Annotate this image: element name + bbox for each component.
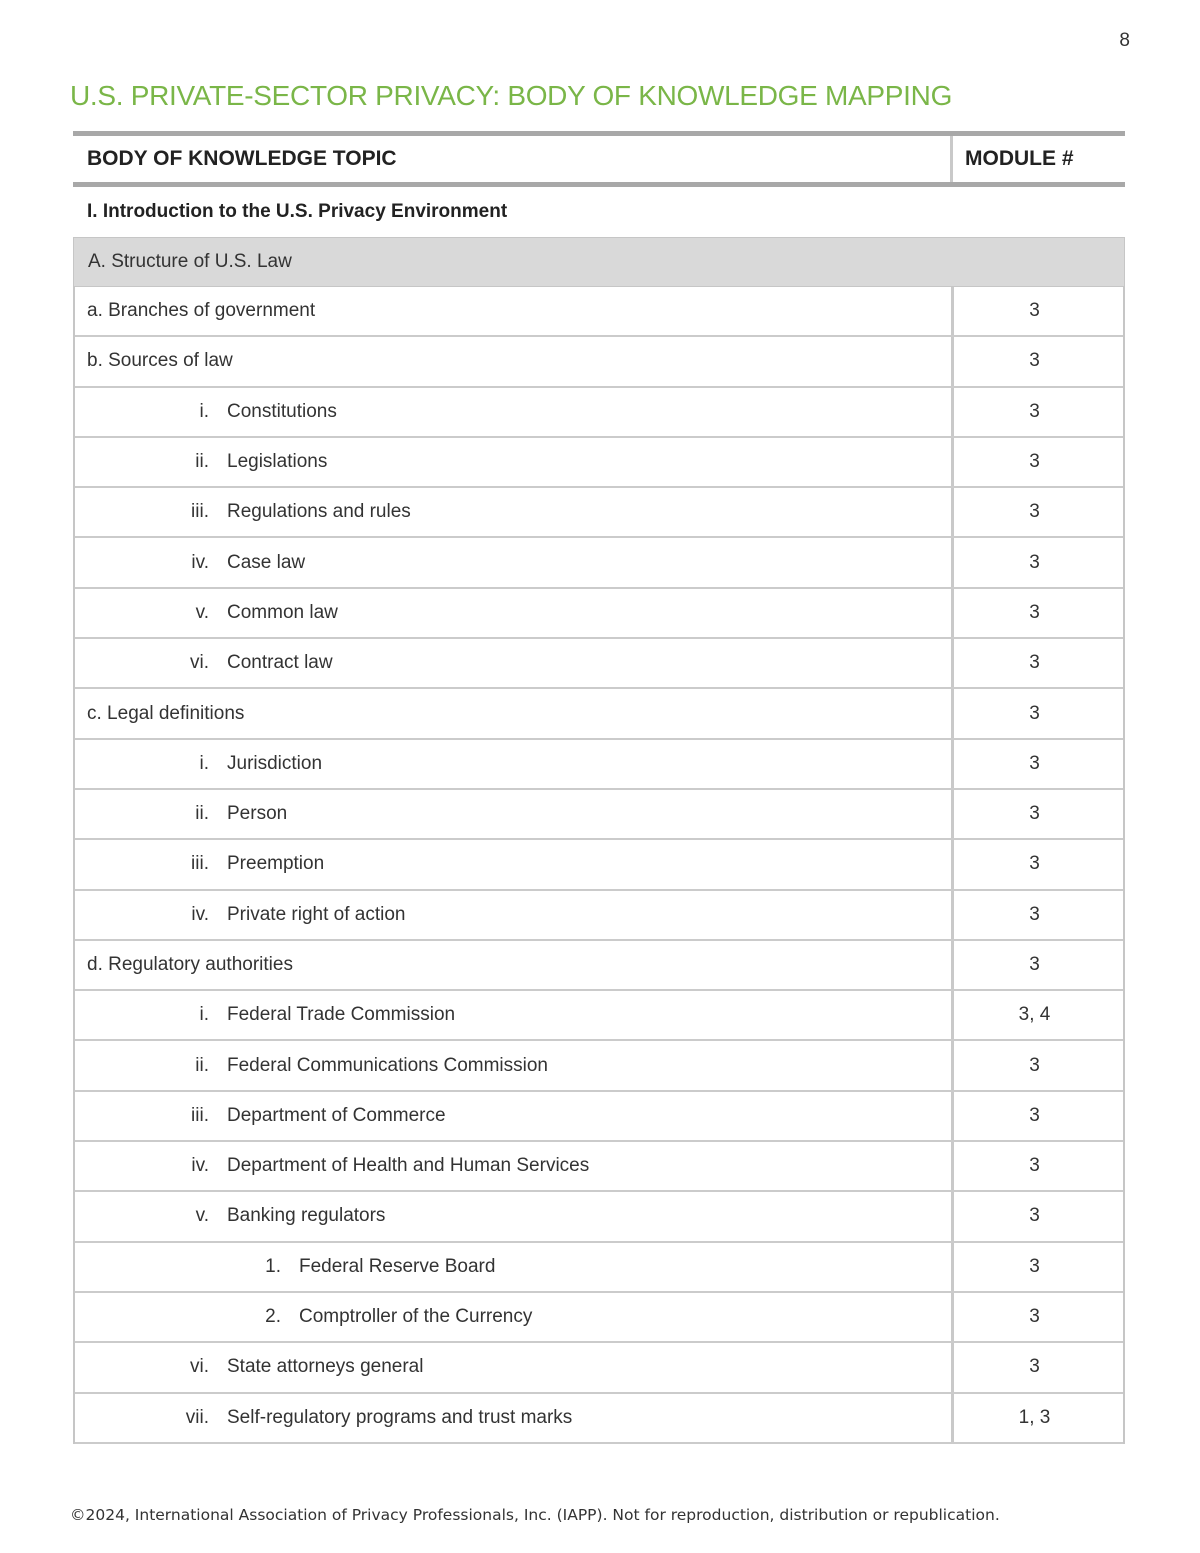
module-cell: 3 <box>1029 903 1040 925</box>
table-row <box>75 639 1123 689</box>
section-heading: I. Introduction to the U.S. Privacy Environment <box>87 201 508 222</box>
topic-text: Jurisdiction <box>227 752 323 774</box>
topic-number: ii. <box>195 803 209 825</box>
topic-number: iii. <box>191 1104 209 1126</box>
topic-number: 1. <box>265 1255 281 1277</box>
topic-text: Federal Communications Commission <box>227 1054 548 1076</box>
topic-text: Federal Trade Commission <box>227 1004 456 1026</box>
topic-cell <box>75 1041 954 1089</box>
topic-number: i. <box>199 400 209 422</box>
table-row <box>75 1041 1123 1091</box>
topic-cell <box>75 1142 954 1190</box>
topic-text: State attorneys general <box>227 1356 424 1378</box>
topic-number: iv. <box>191 1155 209 1177</box>
topic-cell <box>75 740 954 788</box>
topic-cell <box>75 1092 954 1140</box>
topic-text: Case law <box>227 551 306 573</box>
table-row <box>75 1293 1123 1343</box>
module-cell: 3 <box>1029 652 1040 674</box>
topic-cell <box>75 589 954 637</box>
table-body <box>73 287 1125 1444</box>
header-topic: BODY OF KNOWLEDGE TOPIC <box>73 136 953 182</box>
topic-cell <box>75 438 954 486</box>
topic-cell <box>75 1192 954 1240</box>
table-row <box>75 1394 1123 1444</box>
topic-cell <box>75 538 954 586</box>
module-cell: 3 <box>1029 551 1040 573</box>
table-row <box>75 438 1123 488</box>
table-row <box>75 991 1123 1041</box>
topic-number: vi. <box>190 652 209 674</box>
topic-cell <box>75 488 954 536</box>
table-row <box>75 1243 1123 1293</box>
topic-text: Preemption <box>227 853 325 875</box>
module-cell: 3 <box>1029 1306 1040 1328</box>
table-row <box>75 1343 1123 1393</box>
topic-text: Private right of action <box>227 903 406 925</box>
copyright-footer: ©2024, International Association of Privacy Professionals, Inc. (IAPP). Not for reproduction, distribution or republication. <box>70 1506 1000 1524</box>
module-cell: 3 <box>1029 400 1040 422</box>
topic-text: Department of Health and Human Services <box>227 1155 590 1177</box>
topic-text: Self-regulatory programs and trust marks <box>227 1406 573 1428</box>
topic-text: Legislations <box>227 451 328 473</box>
module-cell: 3 <box>1029 601 1040 623</box>
table-row <box>75 388 1123 438</box>
table-row <box>75 1092 1123 1142</box>
module-cell: 3 <box>1029 1104 1040 1126</box>
topic-number: iv. <box>191 903 209 925</box>
topic-number: ii. <box>195 1054 209 1076</box>
table-row <box>75 1192 1123 1242</box>
table-row <box>75 337 1123 387</box>
table-row <box>75 1142 1123 1192</box>
module-cell: 3 <box>1029 1205 1040 1227</box>
subsection-heading: A. Structure of U.S. Law <box>73 237 1125 287</box>
topic-number: iii. <box>191 501 209 523</box>
topic-cell <box>75 287 954 335</box>
module-cell: 3 <box>1029 954 1040 975</box>
module-cell: 3 <box>1029 1155 1040 1177</box>
topic-text: c. Legal definitions <box>87 702 245 724</box>
table-row <box>75 840 1123 890</box>
topic-number: iv. <box>191 551 209 573</box>
topic-text: Common law <box>227 601 338 623</box>
module-cell: 3 <box>1029 803 1040 825</box>
module-cell: 1, 3 <box>1018 1406 1051 1428</box>
topic-cell <box>75 337 954 385</box>
topic-text: Person <box>227 803 288 825</box>
topic-cell <box>75 639 954 687</box>
topic-cell <box>75 991 954 1039</box>
module-cell: 3 <box>1029 501 1040 523</box>
topic-text: d. Regulatory authorities <box>87 954 293 975</box>
topic-cell <box>75 1343 954 1391</box>
module-cell: 3 <box>1029 853 1040 875</box>
module-cell: 3 <box>1029 702 1040 724</box>
topic-text: Constitutions <box>227 400 337 422</box>
table-row <box>75 941 1123 991</box>
topic-text: Regulations and rules <box>227 501 411 523</box>
table-row <box>75 689 1123 739</box>
header-module: MODULE # <box>965 147 1074 170</box>
topic-cell <box>75 388 954 436</box>
topic-text: Comptroller of the Currency <box>299 1306 533 1328</box>
topic-text: b. Sources of law <box>87 350 233 372</box>
topic-cell <box>75 941 954 989</box>
table-row <box>75 589 1123 639</box>
module-cell: 3, 4 <box>1018 1004 1051 1026</box>
table-row <box>75 287 1123 337</box>
module-cell: 3 <box>1029 1356 1040 1378</box>
topic-number: vi. <box>190 1356 209 1378</box>
module-cell: 3 <box>1029 752 1040 774</box>
document-title: U.S. PRIVATE-SECTOR PRIVACY: BODY OF KNOWLEDGE MAPPING <box>70 80 953 111</box>
module-cell: 3 <box>1029 451 1040 473</box>
topic-number: iii. <box>191 853 209 875</box>
topic-number: i. <box>199 1004 209 1026</box>
body-of-knowledge-table <box>73 131 1125 1444</box>
topic-text: Federal Reserve Board <box>299 1255 496 1277</box>
table-header <box>73 131 1125 187</box>
page-number: 8 <box>1119 30 1130 51</box>
table-row <box>75 790 1123 840</box>
topic-number: v. <box>195 1205 209 1227</box>
table-row <box>75 538 1123 588</box>
table-row <box>75 488 1123 538</box>
table-row <box>75 891 1123 941</box>
topic-number: ii. <box>195 451 209 473</box>
table-row <box>75 740 1123 790</box>
topic-cell <box>75 689 954 737</box>
topic-text: Department of Commerce <box>227 1104 446 1126</box>
topic-cell <box>75 891 954 939</box>
module-cell: 3 <box>1029 1054 1040 1076</box>
topic-number: v. <box>195 601 209 623</box>
topic-text: Contract law <box>227 652 333 674</box>
topic-cell <box>75 840 954 888</box>
module-cell: 3 <box>1029 1255 1040 1277</box>
topic-number: i. <box>199 752 209 774</box>
topic-text: a. Branches of government <box>87 300 316 322</box>
module-cell: 3 <box>1029 300 1040 322</box>
topic-cell <box>75 1243 954 1291</box>
topic-cell <box>75 1293 954 1341</box>
topic-number: vii. <box>185 1406 209 1428</box>
module-cell: 3 <box>1029 350 1040 372</box>
topic-text: Banking regulators <box>227 1205 386 1227</box>
topic-number: 2. <box>265 1306 281 1328</box>
topic-cell <box>75 1394 954 1442</box>
topic-cell <box>75 790 954 838</box>
